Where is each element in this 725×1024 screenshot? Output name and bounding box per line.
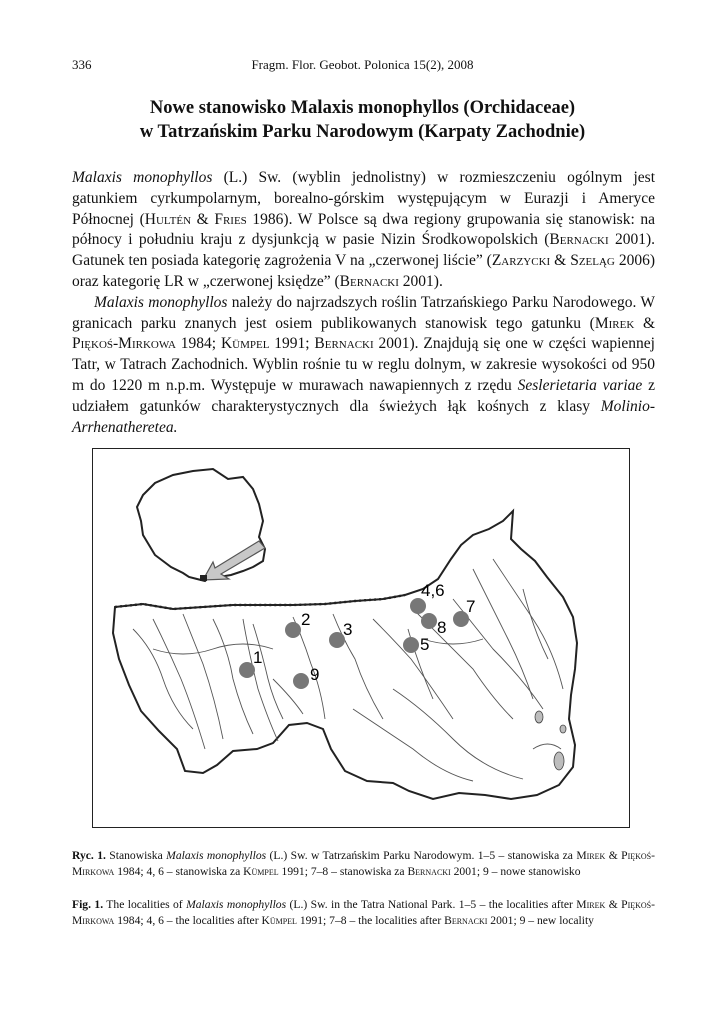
text-run: Stanowiska	[105, 849, 167, 862]
text-run: 1984; 4, 6 – the localities after	[114, 913, 262, 927]
terrain-contours	[133, 559, 563, 781]
caption-label: Ryc. 1.	[72, 849, 106, 862]
taxon-name: Malaxis monophyllos	[186, 898, 287, 911]
author-name: Zarzycki	[491, 252, 551, 270]
running-head	[72, 57, 653, 73]
locality-9	[293, 665, 319, 689]
article-title	[72, 96, 653, 144]
paragraph-1	[72, 168, 655, 293]
caption-polish	[72, 848, 655, 879]
taxon-name: Malaxis monophyllos	[166, 849, 267, 862]
text-run: 2001).	[398, 272, 443, 290]
figure-map	[92, 448, 630, 828]
text-run: 1986). W Polsce są dwa regiony grupowania się stanowisk: na północy i południu kraju z dysjunkcją w pasie Nizin Środkowopolskich (	[72, 210, 656, 249]
taxon-name: Malaxis monophyllos	[94, 293, 228, 311]
author-name: Bernacki	[314, 335, 374, 353]
locality-1	[239, 648, 262, 678]
page-number: 336	[72, 57, 92, 72]
author-name: Szeląg	[570, 252, 615, 270]
text-run: The localities of	[103, 898, 187, 911]
text-run: 1991; 7–8 – stanowiska za	[278, 864, 408, 878]
text-run: (L.) Sw. in the Tatra National Park. 1–5 – the localities after	[286, 898, 577, 911]
locality-label: 8	[437, 618, 447, 637]
caption-pl-text	[72, 848, 655, 879]
text-run: 2001). Gatunek ten posiada kategorię zagrożenia V na „czerwonej liście” (	[72, 231, 655, 270]
park-outline	[113, 511, 577, 799]
title-line-2: w Tatrzańskim Parku Narodowym (Karpaty Zachodnie)	[139, 122, 586, 142]
text-run: 2001; 9 – new locality	[487, 913, 594, 927]
author-name: Kümpel	[243, 864, 279, 878]
author-name: Piękoś-Mirkowa	[72, 335, 176, 353]
text-run: 2006) oraz kategorię LR w „czerwonej księdze” (	[72, 252, 656, 290]
text-run: 2001; 9 – nowe stanowisko	[450, 864, 581, 878]
author-name: Piękoś-Mirkowa	[72, 898, 655, 927]
locality-8	[421, 613, 446, 637]
text-run: &	[605, 849, 622, 862]
locality-label: 3	[343, 620, 353, 639]
author-name: Bernacki	[444, 913, 488, 927]
author-name: Kümpel	[261, 913, 297, 927]
text-run: (L.) Sw. (wyblin jednolistny) w rozmieszczeniu ogólnym jest gatunkiem cyrkumpolarnym, borealno-górskim występującym w Eurazji i Ameryce Północnej (	[72, 169, 656, 228]
caption-label: Fig. 1.	[72, 898, 104, 911]
locality-label: 5	[420, 635, 430, 654]
caption-english	[72, 897, 655, 928]
locality-marker	[403, 637, 419, 653]
lakes	[535, 711, 566, 770]
text-run: &	[634, 314, 655, 332]
text-run: (L.) Sw. w Tatrzańskim Parku Narodowym. 1–5 – stanowiska za	[266, 849, 577, 862]
author-name: Bernacki	[549, 231, 609, 249]
author-name: Mirek	[576, 849, 606, 862]
author-name: Fries	[214, 210, 247, 228]
taxon-name: Molinio-Arrhenatheretea.	[72, 397, 655, 436]
locality-marker	[285, 622, 301, 638]
journal-citation: Fragm. Flor. Geobot. Polonica 15(2), 2008	[251, 57, 474, 72]
locality-label: 1	[253, 648, 263, 667]
poland-outline	[137, 469, 265, 581]
locality-3	[329, 620, 352, 648]
text-run: 1991; 7–8 – the localities after	[296, 913, 445, 927]
author-name: Bernacki	[407, 864, 451, 878]
author-name: Bernacki	[339, 272, 399, 290]
text-run: 1984;	[175, 335, 221, 353]
paragraph-2	[72, 293, 655, 439]
locality-4-6	[410, 581, 445, 614]
author-name: Kümpel	[220, 335, 270, 353]
text-run: 1991;	[269, 335, 315, 353]
text-run: &	[605, 898, 622, 911]
taxon-name: Seslerietaria variae	[517, 376, 643, 394]
author-name: Mirek	[594, 314, 635, 332]
locality-marker	[293, 673, 309, 689]
author-name: Piękoś-Mirkowa	[72, 849, 655, 878]
text-run: 1984; 4, 6 – stanowiska za	[114, 864, 244, 878]
locality-label: 2	[301, 610, 311, 629]
text-run: z udziałem gatunków charakterystycznych dla świeżych łąk kośnych z klasy	[72, 376, 655, 415]
taxon-name: Malaxis monophyllos	[72, 169, 213, 186]
locality-label: 4,6	[421, 581, 445, 600]
locality-label: 9	[310, 665, 320, 684]
author-name: Hultén	[144, 210, 192, 228]
title-line-1: Nowe stanowisko Malaxis monophyllos (Orchidaceae)	[149, 98, 576, 118]
text-run: &	[550, 252, 571, 270]
locality-marker	[421, 613, 437, 629]
text-run: 2001). Znajdują się one w części wapiennej Tatr, w Tatrach Zachodnich. Wyblin rośnie tu w reglu dolnym, w zakresie wysokości od 950 m do 1220 m n.p.m. Występuje w murawach nawapiennych z rzędu	[72, 335, 655, 394]
tatra-map	[93, 449, 629, 827]
locality-label: 7	[466, 597, 476, 616]
caption-en-text	[72, 897, 655, 928]
locality-5	[403, 635, 429, 654]
author-name: Mirek	[576, 898, 606, 911]
text-run: &	[191, 210, 215, 228]
locality-2	[285, 610, 310, 638]
inset-locator	[200, 575, 207, 581]
text-run: należy do najrzadszych roślin Tatrzańskiego Parku Narodowego. W granicach parku znanych jest osiem publikowanych stanowisk tego gatunku (	[72, 293, 655, 332]
locality-marker	[410, 598, 426, 614]
article-body	[72, 168, 655, 438]
